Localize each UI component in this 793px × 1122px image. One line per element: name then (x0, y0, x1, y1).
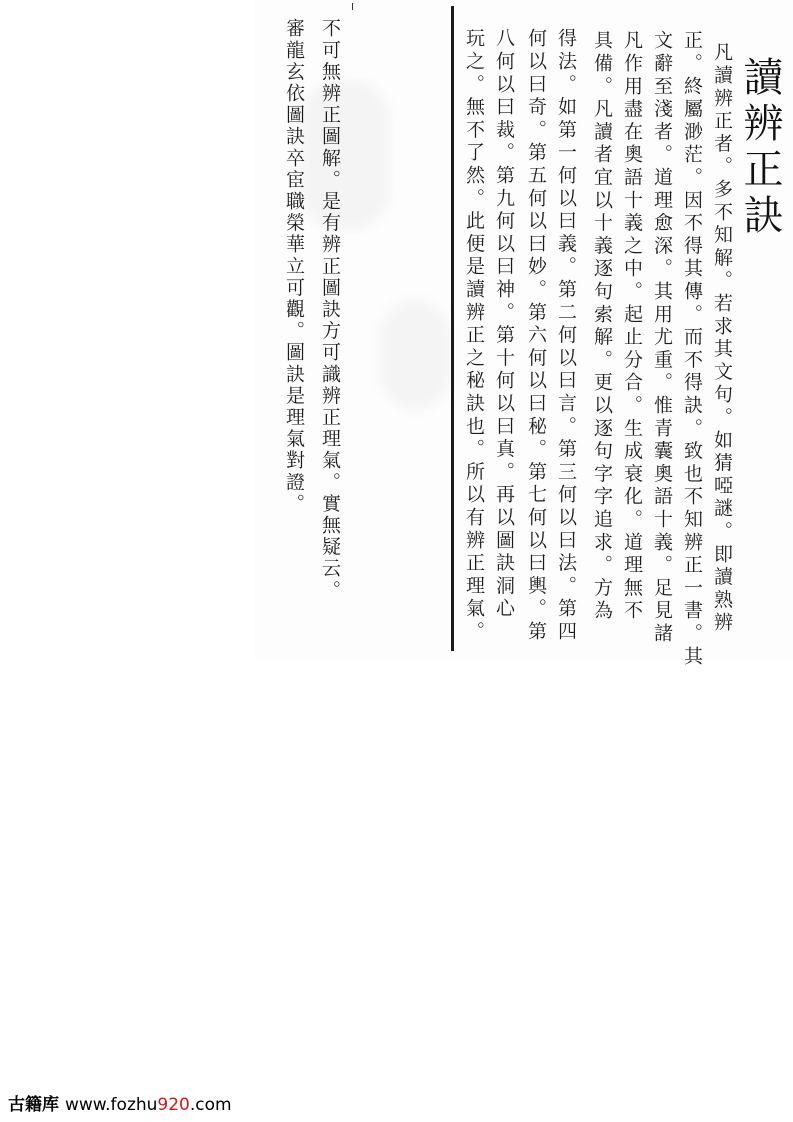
text-column: 不可無辨正圖解。是有辨正圖訣方可識辨正理氣。實無疑云。 (319, 18, 341, 602)
url-suffix: .com (189, 1095, 232, 1115)
text-column: 文辭至淺者。道理愈深。其用尤重。惟青囊奧語十義。足見諸 (651, 30, 673, 646)
url-number: 920 (157, 1095, 190, 1115)
text-column: 具備。凡讀者宜以十義逐句索解。更以逐句字字追求。方為 (591, 30, 613, 623)
bleed-through-mark (300, 80, 390, 230)
text-column: 凡作用盡在奧語十義之中。起止分合。生成衰化。道理無不 (621, 30, 643, 623)
text-column: 何以曰奇。第五何以曰妙。第六何以曰秘。第七何以曰輿。第 (525, 28, 547, 644)
site-name: 古籍库 (8, 1095, 59, 1115)
watermark-footer (8, 1090, 232, 1115)
page-fold-line (451, 6, 454, 651)
text-column: 凡讀辨正者。多不知解。若求其文句。如猜啞謎。即讀熟辨 (711, 42, 733, 635)
text-column: 正。終屬渺茫。因不得其傳。而不得訣。致也不知辨正一書。其 (681, 30, 703, 669)
bleed-through-mark (380, 300, 450, 410)
url-prefix: www.fozhu (65, 1095, 158, 1115)
text-column: 審龍玄依圖訣卒宦職榮華立可觀。圖訣是理氣對證。 (283, 18, 305, 515)
text-column: 八何以曰裁。第九何以曰神。第十何以曰真。再以圖訣洞心 (493, 28, 515, 621)
document-title: 讀辨正訣 (737, 56, 783, 240)
page-mark (352, 3, 353, 10)
text-column: 玩之。無不了然。此便是讀辨正之秘訣也。所以有辨正理氣。 (463, 28, 485, 644)
text-column: 得法。如第一何以曰義。第二何以曰言。第三何以曰法。第四 (555, 28, 577, 644)
